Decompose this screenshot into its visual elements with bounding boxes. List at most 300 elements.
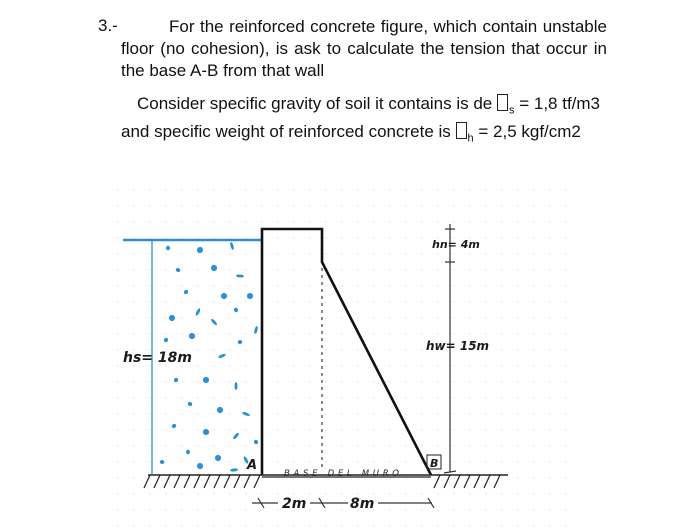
grid-dot <box>453 477 455 479</box>
grid-dot <box>549 237 551 239</box>
grid-dot <box>117 333 119 335</box>
grid-dot <box>549 477 551 479</box>
grid-dot <box>565 301 567 303</box>
grid-dot <box>133 461 135 463</box>
soil-particle <box>196 246 205 255</box>
concrete-weight-text: = 2,5 kgf/cm2 <box>473 122 581 142</box>
grid-dot <box>549 349 551 351</box>
grid-dot <box>277 493 279 495</box>
grid-dot <box>533 237 535 239</box>
grid-dot <box>485 429 487 431</box>
grid-dot <box>469 493 471 495</box>
grid-dot <box>357 189 359 191</box>
dim-2m-label: 2m <box>282 496 307 512</box>
grid-dot <box>485 461 487 463</box>
grid-dot <box>341 237 343 239</box>
grid-dot <box>245 381 247 383</box>
grid-dot <box>421 429 423 431</box>
grid-dot <box>405 461 407 463</box>
grid-dot <box>197 445 199 447</box>
grid-dot <box>117 413 119 415</box>
grid-dot <box>197 237 199 239</box>
grid-dot <box>309 381 311 383</box>
grid-dot <box>501 397 503 399</box>
grid-dot <box>405 253 407 255</box>
grid-dot <box>149 493 151 495</box>
grid-dot <box>485 189 487 191</box>
soil-particle <box>175 267 181 272</box>
grid-dot <box>261 189 263 191</box>
grid-dot <box>245 301 247 303</box>
grid-dot <box>165 333 167 335</box>
hatch-stroke <box>224 475 230 488</box>
grid-dot <box>469 413 471 415</box>
grid-dot <box>469 509 471 511</box>
grid-dot <box>133 429 135 431</box>
soil-particle <box>216 406 224 414</box>
grid-dot <box>229 205 231 207</box>
grid-dot <box>181 397 183 399</box>
grid-dot <box>549 333 551 335</box>
grid-dot <box>565 413 567 415</box>
grid-dot <box>341 317 343 319</box>
grid-dot <box>309 509 311 511</box>
grid-dot <box>389 205 391 207</box>
hatch-stroke <box>174 475 180 488</box>
grid-dot <box>533 333 535 335</box>
grid-dot <box>357 445 359 447</box>
grid-dot <box>517 285 519 287</box>
grid-dot <box>213 525 215 527</box>
grid-dot <box>325 509 327 511</box>
grid-dot <box>565 253 567 255</box>
grid-dot <box>485 253 487 255</box>
gravity-text: Consider specific gravity of soil it contains is de <box>137 94 497 113</box>
grid-dot <box>565 381 567 383</box>
hatch-stroke <box>254 475 260 488</box>
grid-dot <box>357 301 359 303</box>
grid-dot <box>549 429 551 431</box>
grid-dot <box>325 285 327 287</box>
hatch-stroke <box>234 475 240 488</box>
grid-dot <box>325 525 327 527</box>
grid-dot <box>213 413 215 415</box>
grid-dot <box>149 509 151 511</box>
grid-dot <box>565 285 567 287</box>
grid-dot <box>405 445 407 447</box>
grid-dot <box>549 317 551 319</box>
grid-dot <box>133 301 135 303</box>
grid-dot <box>165 477 167 479</box>
grid-dot <box>165 189 167 191</box>
grid-dot <box>533 205 535 207</box>
grid-dot <box>421 205 423 207</box>
grid-dot <box>229 221 231 223</box>
grid-dot <box>533 381 535 383</box>
grid-dot <box>133 397 135 399</box>
grid-dot <box>533 509 535 511</box>
grid-dot <box>149 285 151 287</box>
grid-dot <box>197 269 199 271</box>
grid-dot <box>437 317 439 319</box>
grid-dot <box>149 381 151 383</box>
grid-dot <box>165 317 167 319</box>
grid-dot <box>421 509 423 511</box>
grid-dot <box>293 365 295 367</box>
grid-dot <box>277 301 279 303</box>
grid-dot <box>133 189 135 191</box>
grid-dot <box>325 205 327 207</box>
grid-dot <box>453 253 455 255</box>
grid-dot <box>229 301 231 303</box>
grid-dot <box>501 429 503 431</box>
grid-dot <box>341 269 343 271</box>
grid-dot <box>213 253 215 255</box>
grid-dot <box>133 493 135 495</box>
grid-dot <box>485 365 487 367</box>
grid-dot <box>485 301 487 303</box>
grid-dot <box>389 381 391 383</box>
grid-dot <box>149 221 151 223</box>
grid-dot <box>165 493 167 495</box>
grid-dot <box>533 349 535 351</box>
hatch-stroke <box>494 475 500 488</box>
soil-particle <box>233 307 239 313</box>
grid-dot <box>469 365 471 367</box>
grid-dot <box>309 285 311 287</box>
grid-dot <box>357 269 359 271</box>
grid-dot <box>341 509 343 511</box>
grid-dot <box>149 397 151 399</box>
grid-dot <box>165 445 167 447</box>
grid-dot <box>261 221 263 223</box>
grid-dot <box>213 333 215 335</box>
soil-particle <box>234 382 237 390</box>
soil-particle <box>163 337 169 343</box>
grid-dot <box>245 285 247 287</box>
grid-dot <box>453 285 455 287</box>
grid-dot <box>565 525 567 527</box>
soil-particle <box>196 462 205 471</box>
grid-dot <box>341 397 343 399</box>
grid-dot <box>181 461 183 463</box>
grid-dot <box>405 349 407 351</box>
soil-particle <box>169 314 176 321</box>
grid-dot <box>261 493 263 495</box>
grid-dot <box>469 221 471 223</box>
grid-dot <box>373 253 375 255</box>
grid-dot <box>277 365 279 367</box>
grid-dot <box>389 237 391 239</box>
grid-dot <box>293 413 295 415</box>
grid-dot <box>245 189 247 191</box>
grid-dot <box>245 397 247 399</box>
grid-dot <box>309 189 311 191</box>
grid-dot <box>229 381 231 383</box>
grid-dot <box>277 333 279 335</box>
grid-dot <box>437 381 439 383</box>
grid-dot <box>453 189 455 191</box>
grid-dot <box>213 493 215 495</box>
grid-dot <box>149 269 151 271</box>
grid-dot <box>565 221 567 223</box>
grid-dot <box>149 333 151 335</box>
grid-dot <box>181 253 183 255</box>
grid-dot <box>181 429 183 431</box>
soil-particle <box>183 289 189 295</box>
grid-dot <box>485 205 487 207</box>
hatch-stroke <box>444 475 450 488</box>
grid-dot <box>181 509 183 511</box>
grid-dot <box>197 429 199 431</box>
grid-dot <box>229 365 231 367</box>
grid-dot <box>469 445 471 447</box>
grid-dot <box>293 461 295 463</box>
grid-dot <box>565 317 567 319</box>
grid-dot <box>293 285 295 287</box>
grid-dot <box>485 221 487 223</box>
grid-dot <box>517 365 519 367</box>
grid-dot <box>133 477 135 479</box>
grid-dot <box>421 397 423 399</box>
grid-dot <box>261 205 263 207</box>
grid-dot <box>133 317 135 319</box>
grid-dot <box>325 413 327 415</box>
grid-dot <box>421 525 423 527</box>
grid-dot <box>485 285 487 287</box>
grid-dot <box>117 189 119 191</box>
grid-dot <box>197 221 199 223</box>
grid-dot <box>213 317 215 319</box>
grid-dot <box>549 365 551 367</box>
grid-dot <box>357 205 359 207</box>
grid-dot <box>453 269 455 271</box>
grid-dot <box>549 525 551 527</box>
grid-dot <box>421 301 423 303</box>
grid-dot <box>469 381 471 383</box>
grid-dot <box>133 333 135 335</box>
soil-particle <box>253 439 259 445</box>
dim-8m-label: 8m <box>350 496 375 512</box>
grid-dot <box>229 493 231 495</box>
grid-dot <box>549 461 551 463</box>
grid-dot <box>549 301 551 303</box>
soil-particle <box>173 377 178 382</box>
grid-dot <box>181 237 183 239</box>
grid-dot <box>437 189 439 191</box>
grid-dot <box>501 445 503 447</box>
grid-dot <box>549 253 551 255</box>
grid-dot <box>117 509 119 511</box>
grid-dot <box>309 301 311 303</box>
grid-dot <box>245 445 247 447</box>
grid-dot <box>117 205 119 207</box>
grid-dot <box>389 461 391 463</box>
grid-dot <box>501 269 503 271</box>
grid-dot <box>437 413 439 415</box>
grid-dot <box>533 269 535 271</box>
grid-dot <box>213 189 215 191</box>
grid-dot <box>197 205 199 207</box>
grid-dot <box>485 317 487 319</box>
grid-dot <box>405 525 407 527</box>
grid-dot <box>501 237 503 239</box>
grid-dot <box>389 269 391 271</box>
grid-dot <box>229 429 231 431</box>
grid-dot <box>229 253 231 255</box>
grid-dot <box>309 205 311 207</box>
grid-dot <box>389 413 391 415</box>
grid-dot <box>309 253 311 255</box>
grid-dot <box>341 413 343 415</box>
grid-dot <box>373 397 375 399</box>
grid-dot <box>341 221 343 223</box>
grid-dot <box>453 365 455 367</box>
grid-dot <box>421 445 423 447</box>
grid-dot <box>213 365 215 367</box>
grid-dot <box>373 429 375 431</box>
grid-dot <box>293 333 295 335</box>
grid-dot <box>229 445 231 447</box>
grid-dot <box>453 525 455 527</box>
grid-dot <box>501 301 503 303</box>
grid-dot <box>389 317 391 319</box>
grid-dot <box>453 509 455 511</box>
grid-dot <box>325 381 327 383</box>
grid-dot <box>405 493 407 495</box>
grid-dot <box>501 493 503 495</box>
grid-dot <box>261 509 263 511</box>
grid-dot <box>549 509 551 511</box>
grid-dot <box>165 221 167 223</box>
grid-dot <box>357 429 359 431</box>
grid-dot <box>565 189 567 191</box>
grid-dot <box>469 189 471 191</box>
grid-dot <box>325 349 327 351</box>
grid-dot <box>549 397 551 399</box>
grid-dot <box>245 237 247 239</box>
grid-dot <box>117 349 119 351</box>
grid-dot <box>389 189 391 191</box>
grid-dot <box>405 285 407 287</box>
grid-dot <box>549 381 551 383</box>
grid-dot <box>373 285 375 287</box>
grid-dot <box>453 429 455 431</box>
grid-dot <box>533 285 535 287</box>
hatch-stroke <box>484 475 490 488</box>
soil-particle <box>236 274 244 278</box>
grid-dot <box>405 189 407 191</box>
grid-dot <box>517 237 519 239</box>
soil-particle <box>246 292 254 300</box>
grid-dot <box>229 397 231 399</box>
grid-dot <box>389 493 391 495</box>
grid-dot <box>453 461 455 463</box>
grid-dot <box>421 413 423 415</box>
grid-dot <box>277 237 279 239</box>
grid-dot <box>373 493 375 495</box>
grid-dot <box>245 253 247 255</box>
grid-dot <box>469 301 471 303</box>
grid-dot <box>165 525 167 527</box>
grid-dot <box>421 253 423 255</box>
grid-dot <box>197 461 199 463</box>
grid-dot <box>277 285 279 287</box>
grid-dot <box>213 461 215 463</box>
grid-dot <box>549 189 551 191</box>
grid-dot <box>517 381 519 383</box>
soil-particle <box>220 292 227 299</box>
grid-dot <box>309 269 311 271</box>
grid-dot <box>149 253 151 255</box>
grid-dot <box>389 429 391 431</box>
grid-dot <box>117 237 119 239</box>
grid-dot <box>309 461 311 463</box>
grid-dot <box>485 381 487 383</box>
grid-dot <box>533 397 535 399</box>
grid-dot <box>229 333 231 335</box>
grid-dot <box>325 237 327 239</box>
grid-dot <box>117 445 119 447</box>
soil-particle <box>186 449 191 454</box>
grid-dot <box>437 525 439 527</box>
grid-dot <box>213 509 215 511</box>
hatch-stroke <box>154 475 160 488</box>
grid-dot <box>309 317 311 319</box>
grid-dot <box>437 445 439 447</box>
grid-dot <box>293 269 295 271</box>
grid-dot <box>517 493 519 495</box>
grid-dot <box>421 317 423 319</box>
grid-dot <box>469 461 471 463</box>
grid-dot <box>293 189 295 191</box>
grid-dot <box>405 381 407 383</box>
grid-dot <box>181 301 183 303</box>
grid-dot <box>117 493 119 495</box>
grid-dot <box>309 237 311 239</box>
grid-dot <box>517 509 519 511</box>
grid-dot <box>453 493 455 495</box>
grid-dot <box>341 381 343 383</box>
grid-dot <box>181 477 183 479</box>
grid-dot <box>181 525 183 527</box>
grid-dot <box>341 189 343 191</box>
grid-dot <box>453 301 455 303</box>
grid-dot <box>117 301 119 303</box>
grid-dot <box>181 317 183 319</box>
grid-dot <box>549 205 551 207</box>
grid-dot <box>469 205 471 207</box>
grid-dot <box>325 317 327 319</box>
grid-dot <box>517 205 519 207</box>
grid-dot <box>501 365 503 367</box>
grid-dot <box>149 413 151 415</box>
grid-dot <box>517 317 519 319</box>
grid-dot <box>149 237 151 239</box>
grid-dot <box>117 477 119 479</box>
grid-dot <box>293 429 295 431</box>
grid-dot <box>517 397 519 399</box>
grid-dot <box>229 189 231 191</box>
grid-dot <box>389 445 391 447</box>
grid-dot <box>165 237 167 239</box>
grid-dot <box>133 253 135 255</box>
grid-dot <box>277 269 279 271</box>
grid-dot <box>453 333 455 335</box>
grid-dot <box>373 333 375 335</box>
soil-particle <box>195 308 201 317</box>
hn-label: hn= 4m <box>432 238 480 251</box>
